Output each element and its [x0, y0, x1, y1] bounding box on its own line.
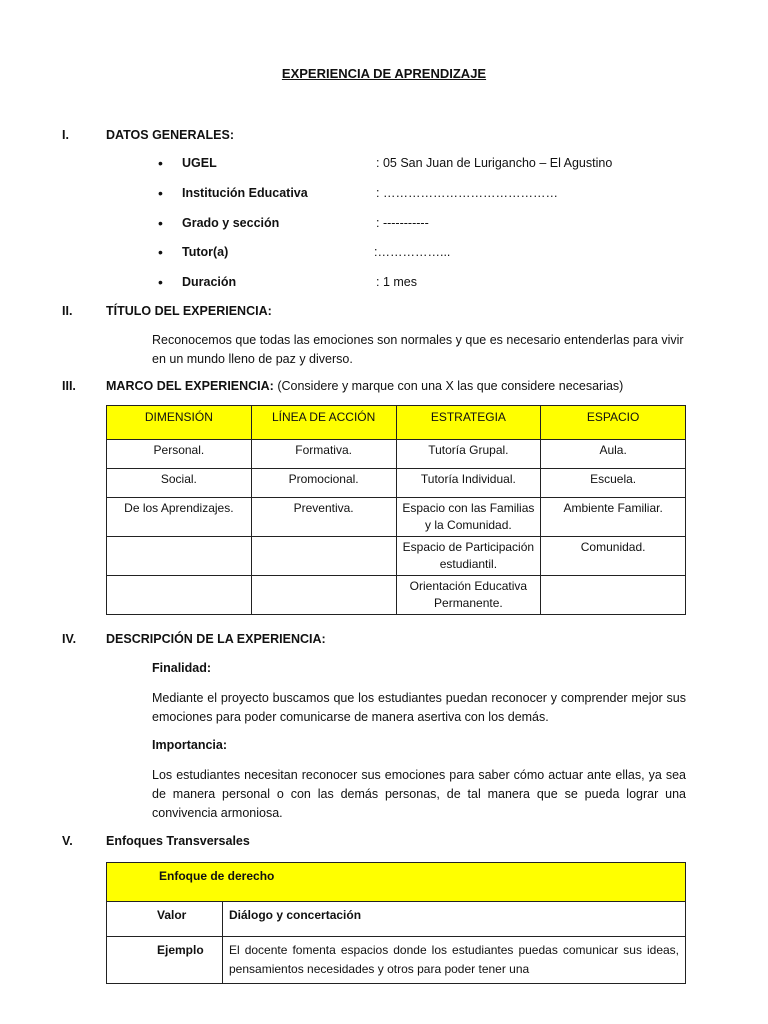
table-cell: Tutoría Grupal. [396, 440, 541, 469]
section-4-title: DESCRIPCIÓN DE LA EXPERIENCIA: [106, 632, 326, 646]
marco-header-estrategia: ESTRATEGIA [396, 406, 541, 440]
table-row [107, 902, 686, 937]
table-cell: Promocional. [251, 469, 396, 498]
table-cell [251, 576, 396, 615]
datos-value-grado: : ----------- [376, 216, 429, 230]
bullet-icon: • [158, 215, 163, 231]
table-cell: Aula. [541, 440, 686, 469]
titulo-text: Reconocemos que todas las emociones son normales y que es necesario entenderlas para vivir en un mundo lleno de paz y diverso. [152, 333, 684, 366]
table-cell: Orientación Educativa Permanente. [396, 576, 541, 615]
datos-label-duracion: Duración [182, 275, 237, 289]
section-3-note: (Considere y marque con una X las que considere necesarias) [277, 379, 624, 393]
table-cell: Espacio de Participación estudiantil. [396, 537, 541, 576]
marco-header-espacio: ESPACIO [541, 406, 686, 440]
finalidad-text: Mediante el proyecto buscamos que los estudiantes puedan reconocer y comprender mejor sus emociones para poder comunicarse de manera asertiva con los demás. [152, 691, 686, 724]
finalidad-label: Finalidad: [152, 661, 212, 675]
document-title: EXPERIENCIA DE APRENDIZAJE [281, 66, 487, 81]
table-cell: Social. [107, 469, 252, 498]
table-row [107, 576, 686, 615]
enfoque-ejemplo-label: Ejemplo [107, 937, 223, 984]
bullet-icon: • [158, 185, 163, 201]
table-cell [107, 576, 252, 615]
enfoque-header: Enfoque de derecho [107, 863, 686, 902]
bullet-icon: • [158, 244, 163, 260]
table-cell: Tutoría Individual. [396, 469, 541, 498]
enfoque-header-row [107, 863, 686, 902]
table-row [107, 440, 686, 469]
enfoque-valor-text: Diálogo y concertación [223, 902, 686, 937]
marco-header-row [107, 406, 686, 440]
datos-label-ugel: UGEL [182, 156, 217, 170]
datos-value-duracion: : 1 mes [376, 275, 417, 289]
table-cell: Personal. [107, 440, 252, 469]
table-cell: Preventiva. [251, 498, 396, 537]
enfoque-ejemplo-text: El docente fomenta espacios donde los estudiantes puedas comunicar sus ideas, pensamientos necesidades y otros para poder tener una [223, 937, 686, 984]
bullet-icon: • [158, 274, 163, 290]
datos-value-tutor: :……………... [374, 245, 451, 259]
table-row [107, 937, 686, 984]
section-5-title: Enfoques Transversales [106, 834, 250, 848]
table-cell: Comunidad. [541, 537, 686, 576]
section-2-title: TÍTULO DEL EXPERIENCIA: [106, 304, 272, 318]
datos-value-ugel: : 05 San Juan de Lurigancho – El Agustino [376, 156, 613, 170]
enfoque-valor-label: Valor [107, 902, 223, 937]
importancia-label: Importancia: [152, 738, 228, 752]
table-cell: Escuela. [541, 469, 686, 498]
bullet-icon: • [158, 155, 163, 171]
table-cell: De los Aprendizajes. [107, 498, 252, 537]
table-cell [107, 537, 252, 576]
section-5-number: V. [62, 834, 73, 848]
section-1-number: I. [62, 128, 69, 142]
table-row [107, 469, 686, 498]
section-3-number: III. [62, 379, 76, 393]
datos-label-tutor: Tutor(a) [182, 245, 229, 259]
importancia-text: Los estudiantes necesitan reconocer sus emociones para saber cómo actuar ante ellas, ya sea de manera personal o con las demás personas, de tal manera que se pueda lograr una convivencia armoniosa. [152, 768, 686, 820]
table-cell: Espacio con las Familias y la Comunidad. [396, 498, 541, 537]
table-cell [251, 537, 396, 576]
datos-value-institucion: : …………………………………… [376, 186, 558, 200]
table-row [107, 537, 686, 576]
table-cell: Ambiente Familiar. [541, 498, 686, 537]
datos-label-grado: Grado y sección [182, 216, 280, 230]
section-4-number: IV. [62, 632, 77, 646]
table-cell: Formativa. [251, 440, 396, 469]
table-cell [541, 576, 686, 615]
section-3-title: MARCO DEL EXPERIENCIA: [106, 379, 274, 393]
section-2-number: II. [62, 304, 73, 318]
marco-table [106, 405, 686, 615]
enfoque-table [106, 862, 686, 984]
marco-header-linea: LÍNEA DE ACCIÓN [251, 406, 396, 440]
section-1-title: DATOS GENERALES: [106, 128, 235, 142]
table-row [107, 498, 686, 537]
datos-label-institucion: Institución Educativa [182, 186, 308, 200]
marco-header-dimension: DIMENSIÓN [107, 406, 252, 440]
section-3-heading [106, 379, 623, 393]
